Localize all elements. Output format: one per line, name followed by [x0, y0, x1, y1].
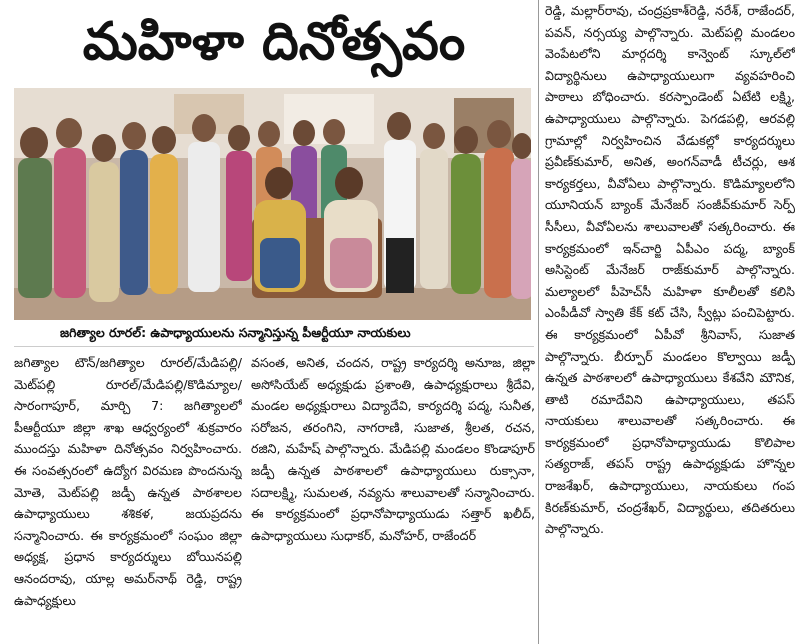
headline: మహిళా దినోత్సవం	[82, 12, 466, 72]
column-divider	[538, 0, 539, 644]
article-text-2: వసంత, అనిత, చందన, రాష్ట్ర కార్యదర్శి అనూజ, జిల్లా అసోసియేట్ అధ్యక్షుడు ప్రశాంతి, ఉపాధ్యక్షురాలు శ్రీదేవి, మండల అధ్యక్షురాలు విద్యాదేవి, కార్యదర్శి పద్మ, సునీత, సరోజన, తరంగిని, నాగరాణి, సుజాత, శ్రీలత, రచన, రజిని, మహేష్ పాల్గొన్నారు. మేడిపల్లి మండలం కొండాపూర్ జడ్పీ ఉన్నత పాఠశాలలో ఉపాధ్యాయులు రుక్సానా, సదాలక్ష్మి, సుమలత, నవ్యను శాలువాలతో సన్మానించారు. ఈ కార్యక్రమంలో ప్రధానోపాధ్యాయుడు సత్తార్ ఖలీద్, ఉపాధ్యాయులు సుధాకర్, మనోహర్, రాజేందర్	[251, 355, 535, 543]
article-column-1	[14, 352, 242, 642]
photo-caption: జగిత్యాల రూరల్: ఉపాధ్యాయులను సన్మానిస్తున్న పీఆర్టీయూ నాయకులు	[60, 325, 411, 340]
article-column-2	[251, 352, 535, 642]
group-photo	[14, 88, 531, 320]
article-column-3	[545, 0, 795, 644]
caption-divider	[14, 346, 534, 347]
article-text-3: రెడ్డి, మల్లార్‌రావు, చంద్రప్రకాశ్‌రెడ్డి, నరేశ్, రాజేందర్, పవన్, నర్సయ్య పాల్గొన్నారు. మెట్‌పల్లి మండలం వెంపేటలోని మార్గదర్శి కాన్వెంట్ స్కూల్‌లో విద్యార్థినులు ఉపాధ్యాయులుగా వ్యవహరించి పాఠాలు బోధించారు. కరస్పాండెంట్ ఏటేటి లక్ష్మి, ఉపాధ్యాయులు పాల్గొన్నారు. పెగడపల్లి, ఆరవల్లి గ్రామాల్లో నిర్వహించిన వేడుకల్లో కార్యదర్శులు ప్రవీణ్‌కుమార్, అనిత, అంగన్‌వాడీ టీచర్లు, ఆశ కార్యకర్తలు, వీవోఏలు పాల్గొన్నారు. కొడిమ్యాలలోని యూనియన్ బ్యాంక్ మేనేజర్ సంజీవ్‌కుమార్ సెర్ప్ సీసీలు, వీవోఏలను శాలువాలతో సత్కరించారు. ఈ కార్యక్రమంలో ఇన్‌చార్జి ఏపీఎం పద్మ, బ్యాంక్ అసిస్టెంట్ మేనేజర్ రాజ్‌కుమార్ పాల్గొన్నారు. మల్యాలలో పీహెచ్‌సీ మహిళా కూలీలతో కలిసి ఎంపీడీవో స్వాతి కేక్ కట్ చేసి, స్వీట్లు పంచిపెట్టారు. ఈ కార్యక్రమంలో ఏపీవో శ్రీనివాస్, సుజాత పాల్గొన్నారు. బీర్పూర్ మండలం కొల్వాయి జడ్పీ ఉన్నత పాఠశాలలో ఉపాధ్యాయులు కేశవేని మౌనిక, తాటి రమాదేవిని ఉపాధ్యాయులు, తపస్ నాయకులు శాలువాలతో సత్కరించారు. ఈ కార్యక్రమంలో ప్రధానోపాధ్యాయుడు కొలిపాల సత్యరాజ్, తపస్ రాష్ట్ర ఉపాధ్యక్షుడు హొన్నల రాజశేఖర్, ఉపాధ్యాయులు, నాయకులు గంప కిరణ్‌కుమార్, చంద్రశేఖర్, విద్యార్థులు, తదితరులు పాల్గొన్నారు.	[545, 3, 795, 537]
article-text-1: జగిత్యాల టౌన్/జగిత్యాల రూరల్/మేడిపల్లి/మెట్‌పల్లి రూరల్/మేడిపల్లి/కొడిమ్యాల/సారంగాపూర్, మార్చి 7: జగిత్యాలలో పీఆర్టీయూ జిల్లా శాఖ ఆధ్వర్యంలో శుక్రవారం ముందస్తు మహిళా దినోత్సవం నిర్వహించారు. ఈ సంవత్సరంలో ఉద్యోగ విరమణ పొందనున్న మోతె, మెట్‌పల్లి జడ్పీ ఉన్నత పాఠశాలల ఉపాధ్యాయులు శశికళ, జయప్రదను సన్మానించారు. ఈ కార్యక్రమంలో సంఘం జిల్లా అధ్యక్ష, ప్రధాన కార్యదర్శులు బోయినపల్లి ఆనందరావు, యాల్ల అమర్‌నాథ్ రెడ్డి, రాష్ట్ర ఉపాధ్యక్షులు	[14, 355, 242, 608]
